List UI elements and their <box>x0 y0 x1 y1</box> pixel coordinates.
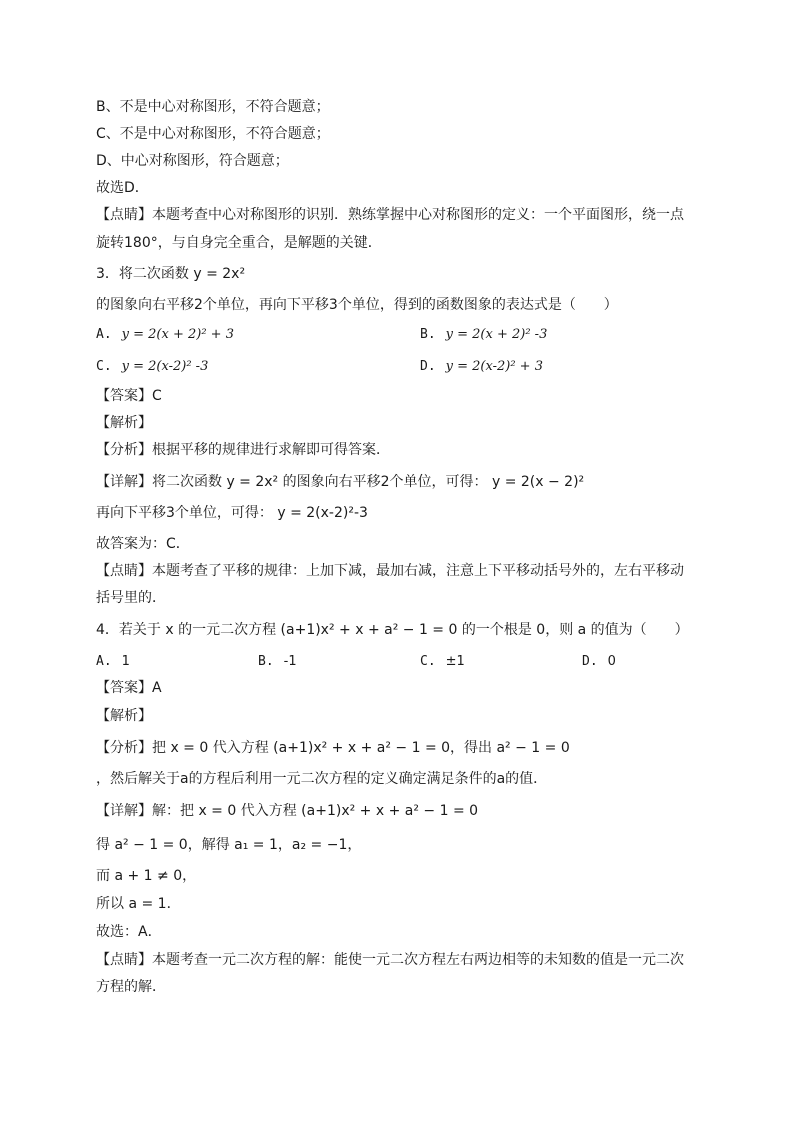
text-line: 旋转180°，与自身完全重合，是解题的关键． <box>96 235 382 251</box>
option-label: C. <box>96 359 112 374</box>
text-line: 【详解】将二次函数 y = 2x² 的图象向右平移2个单位，可得： y = 2(x − 2)² <box>96 474 585 490</box>
option-formula: y = 2(x-2)² -3 <box>121 359 209 374</box>
option-label: D. <box>582 654 598 669</box>
option-label: A. <box>96 654 112 669</box>
text-line: 【分析】把 x = 0 代入方程 (a+1)x² + x + a² − 1 = 0，得出 a² − 1 = 0 <box>96 740 570 756</box>
comment-line: 【点睛】本题考查了平移的规律：上加下减，最加右减，注意上下平移动括号外的，左右平移动 <box>96 563 684 579</box>
q3-option-b <box>420 325 547 345</box>
comment-line: 【点睛】本题考查一元二次方程的解：能使一元二次方程左右两边相等的未知数的值是一元二次 <box>96 952 684 968</box>
comment-line: 【点睛】本题考查中心对称图形的识别．熟练掌握中心对称图形的定义：一个平面图形，绕一点 <box>96 207 684 223</box>
question-4-stem: 4．若关于 x 的一元二次方程 (a+1)x² + x + a² − 1 = 0 的一个根是 0，则 a 的值为（ ） <box>96 622 689 638</box>
option-label: C. <box>420 654 436 669</box>
text-line: 故答案为：C． <box>96 536 190 552</box>
text-line: 所以 a = 1． <box>96 896 181 912</box>
answer-line: 【答案】C <box>96 388 162 404</box>
q4-option-a <box>96 652 130 672</box>
option-label: D. <box>420 359 436 374</box>
option-value: -1 <box>283 654 297 669</box>
text-line: 故选D． <box>96 180 149 196</box>
option-value: ±1 <box>445 654 465 669</box>
text-line: 而 a + 1 ≠ 0， <box>96 868 197 884</box>
option-label: B. <box>258 654 274 669</box>
option-label: A. <box>96 327 112 342</box>
text-line: 得 a² − 1 = 0，解得 a₁ = 1，a₂ = −1， <box>96 837 362 853</box>
text-line: 故选：A． <box>96 924 162 940</box>
analysis-heading: 【解析】 <box>96 415 152 431</box>
question-3-stem: 3．将二次函数 y = 2x² <box>96 266 246 282</box>
q4-option-d <box>582 652 616 672</box>
q4-option-b <box>258 652 297 672</box>
option-value: 1 <box>121 654 130 669</box>
q4-option-c <box>420 652 465 672</box>
option-label: B. <box>420 327 436 342</box>
text-line: B、不是中心对称图形，不符合题意； <box>96 99 330 115</box>
text-line: C、不是中心对称图形，不符合题意； <box>96 126 330 142</box>
analysis-heading: 【解析】 <box>96 708 152 724</box>
text-line: ，然后解关于a的方程后利用一元二次方程的定义确定满足条件的a的值． <box>96 771 548 787</box>
question-3-text: 的图象向右平移2个单位，再向下平移3个单位，得到的函数图象的表达式是（ ） <box>96 297 618 313</box>
q3-option-a <box>96 325 234 345</box>
option-value: 0 <box>607 654 616 669</box>
option-formula: y = 2(x + 2)² -3 <box>445 327 548 342</box>
text-line: 括号里的． <box>96 590 166 606</box>
text-line: 【分析】根据平移的规律进行求解即可得答案． <box>96 442 390 458</box>
text-line: 再向下平移3个单位，可得： y = 2(x-2)²-3 <box>96 505 368 521</box>
text-line: 方程的解． <box>96 979 166 995</box>
option-formula: y = 2(x-2)² + 3 <box>445 359 543 374</box>
text-line: 【详解】解：把 x = 0 代入方程 (a+1)x² + x + a² − 1 = 0 <box>96 803 479 819</box>
option-formula: y = 2(x + 2)² + 3 <box>121 327 234 342</box>
q3-option-c <box>96 357 208 377</box>
text-line: D、中心对称图形，符合题意； <box>96 153 289 169</box>
q3-option-d <box>420 357 543 377</box>
answer-line: 【答案】A <box>96 680 162 696</box>
